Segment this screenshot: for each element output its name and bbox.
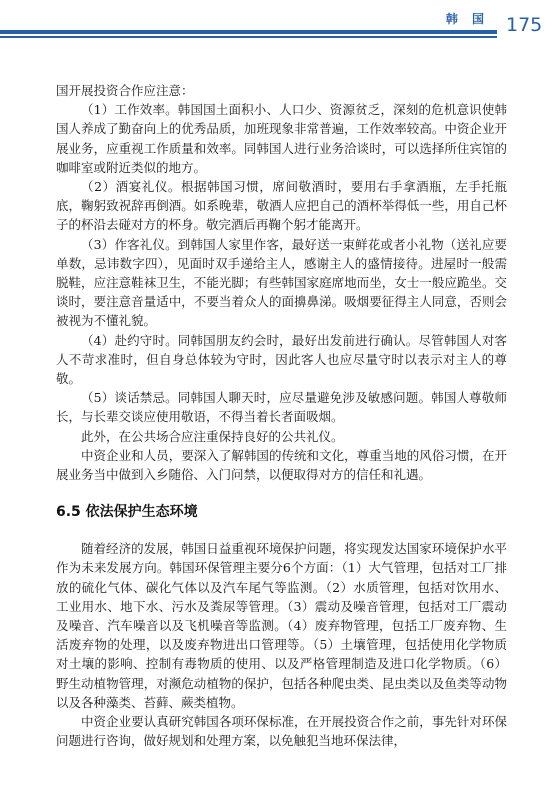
paragraph: （4）赴约守时。同韩国朋友约会时，最好出发前进行确认。尽管韩国人对客人不苛求准时，但自身总体较为守时，因此客人也应尽量守时以表示对主人的尊敬。 bbox=[56, 332, 507, 387]
paragraph: 随着经济的发展，韩国日益重视环境保护问题，将实现发达国家环境保护水平作为未来发展方向。韩国环保管理主要分6个方面：（1）大气管理，包括对工厂排放的硫化气体、碳化气体以及汽车尾气等监测。（2）水质管理，包括对饮用水、工业用水、地下水、污水及粪尿等管理。（3）震动及噪音管理，包括对工厂震动及噪音、汽车噪音以及飞机噪音等监测。（4）废弃物管理，包括工厂废弃物、生活废弃物的处理，以及废弃物进出口管理等。（5）土壤管理，包括使用化学物质对土壤的影响、控制有毒物质的使用、以及严格管理制造及进口化学物质。（6）野生动植物管理，对濒危动植物的保护，包括各种爬虫类、昆虫类以及鱼类等动物以及各种藻类、苔藓、蕨类植物。 bbox=[56, 541, 507, 710]
section-title: 6.5 依法保护生态环境 bbox=[56, 504, 198, 521]
paragraph: 国开展投资合作应注意： bbox=[56, 83, 194, 98]
page-body bbox=[56, 81, 507, 751]
paragraph: 中资企业和人员，要深入了解韩国的传统和文化，尊重当地的风俗习惯，在开展业务当中做到入乡随俗、入门问禁，以便取得对方的信任和礼遇。 bbox=[56, 447, 507, 483]
paragraph: 中资企业要认真研究韩国各项环保标准，在开展投资合作之前，事先针对环保问题进行咨询，做好规划和处理方案，以免触犯当地环保法律， bbox=[56, 714, 507, 749]
paragraph: （3）作客礼仪。到韩国人家里作客，最好送一束鲜花或者小礼物（送礼应要单数，忌讳数字四），见面时双手递给主人，感谢主人的盛情接待。进屋时一般需脱鞋，应注意鞋袜卫生，不能光脚；有些韩国家庭席地而坐，女士一般应跪坐。交谈时，要注意音量适中，不要当着众人的面擤鼻涕。吸烟要征得主人同意，否则会被视为不懂礼貌。 bbox=[56, 236, 507, 329]
page-number: 175 bbox=[506, 14, 543, 36]
chapter-label: 韩 国 bbox=[445, 12, 489, 26]
paragraph: 此外，在公共场合应注重保持良好的公共礼仪。 bbox=[81, 428, 344, 444]
paragraph: （5）谈话禁忌。同韩国人聊天时，应尽量避免涉及敏感问题。韩国人尊敬师长，与长辈交谈应使用敬语，不得当着长者面吸烟。 bbox=[56, 390, 507, 425]
paragraph: （2）酒宴礼仪。根据韩国习惯，席间敬酒时，要用右手拿酒瓶，左手托瓶底，鞠躬致祝辞再倒酒。如系晚辈，敬酒人应把自己的酒杯举得低一些，用自己杯子的杯沿去碰对方的杯身。敬完酒后再鞠个躬才能离开。 bbox=[56, 179, 507, 233]
paragraph: （1）工作效率。韩国国土面积小、人口少、资源贫乏，深刻的危机意识使韩国人养成了勤奋向上的优秀品质，加班现象非常普遍，工作效率较高。中资企业开展业务，应重视工作质量和效率。同韩国人进行业务洽谈时，可以选择所住宾馆的咖啡室或附近类似的地方。 bbox=[56, 102, 507, 175]
header-rule bbox=[0, 30, 497, 34]
